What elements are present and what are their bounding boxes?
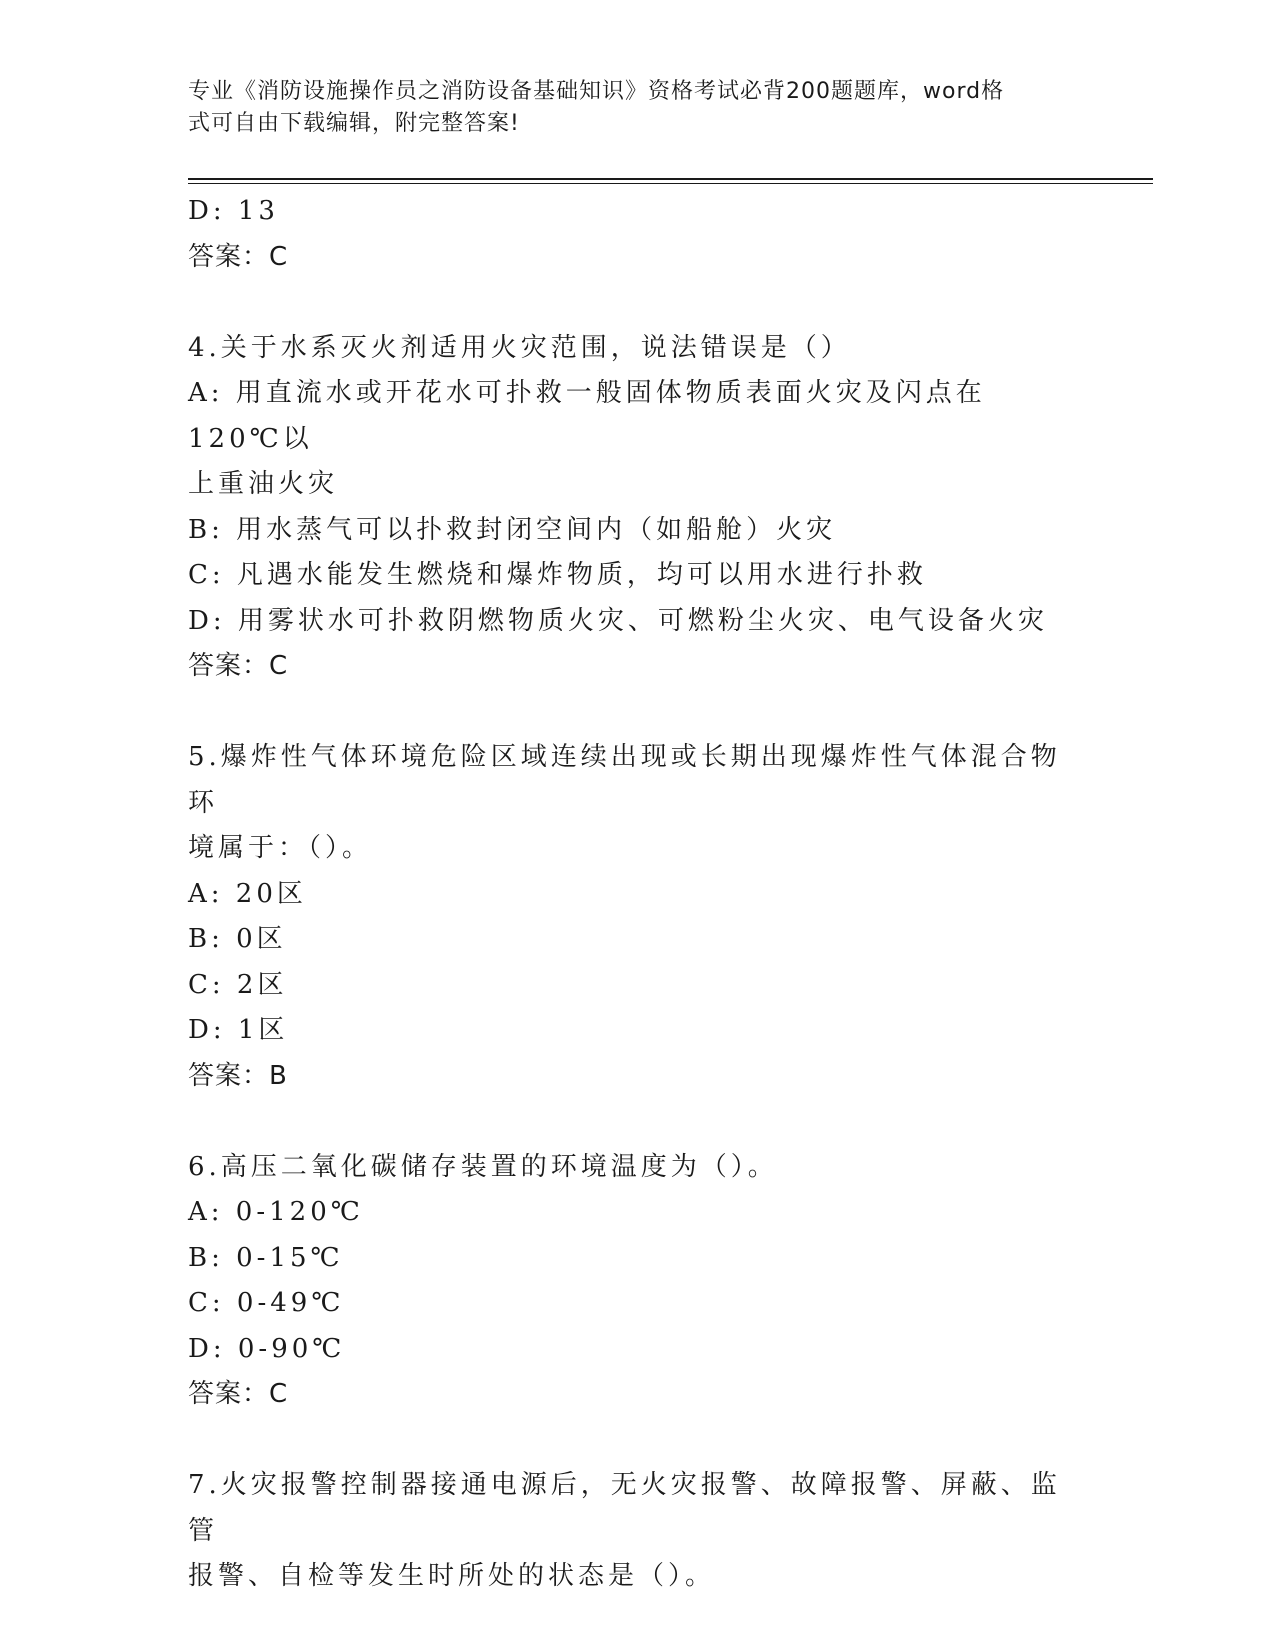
option-d: D: 1区	[188, 1015, 289, 1045]
option-a: A: 用直流水或开花水可扑救一般固体物质表面火灾及闪点在120℃以	[188, 378, 986, 454]
spacer	[188, 1099, 1068, 1145]
option-a: A: 20区	[188, 878, 307, 909]
answer-label: 答案：B	[188, 1060, 288, 1091]
question-6	[188, 1145, 1068, 1418]
answer-label: 答案：C	[188, 1379, 289, 1409]
spacer	[188, 690, 1068, 736]
option-d: D: 13	[188, 196, 279, 226]
option-a: A: 0-120℃	[188, 1197, 364, 1227]
question-text-continued: 境属于：（）。	[188, 833, 373, 863]
question-text-continued: 报警、自检等发生时所处的状态是（）。	[188, 1561, 716, 1591]
option-c: C: 0-49℃	[188, 1288, 345, 1318]
question-list	[188, 189, 1068, 1600]
option-b: B: 用水蒸气可以扑救封闭空间内（如船舱）火灾	[188, 514, 837, 545]
option-a-continued: 上重油火灾	[188, 469, 339, 499]
question-5	[188, 735, 1068, 1099]
page-header	[188, 76, 1068, 140]
question-text: 7.火灾报警控制器接通电源后，无火灾报警、故障报警、屏蔽、监管	[188, 1470, 1061, 1546]
answer-label: 答案：C	[188, 651, 289, 681]
option-c: C: 凡遇水能发生燃烧和爆炸物质，均可以用水进行扑救	[188, 560, 927, 590]
question-text: 6.高压二氧化碳储存装置的环境温度为（）。	[188, 1151, 778, 1182]
spacer	[188, 1418, 1068, 1464]
answer-label: 答案：C	[188, 241, 289, 272]
option-b: B: 0区	[188, 924, 287, 954]
header-line-1: 专业《消防设施操作员之消防设备基础知识》资格考试必背200题题库，word格	[188, 79, 1005, 104]
option-b: B: 0-15℃	[188, 1242, 344, 1273]
option-d: D: 0-90℃	[188, 1333, 346, 1364]
question-7	[188, 1463, 1068, 1600]
question-text: 4.关于水系灭火剂适用火灾范围，说法错误是（）	[188, 332, 851, 363]
question-4	[188, 326, 1068, 690]
spacer	[188, 280, 1068, 326]
option-d: D: 用雾状水可扑救阴燃物质火灾、可燃粉尘火灾、电气设备火灾	[188, 605, 1048, 636]
question-3-tail	[188, 189, 1068, 280]
header-line-2: 式可自由下载编辑，附完整答案!	[188, 111, 520, 136]
option-c: C: 2区	[188, 969, 288, 1000]
header-rule-thin	[188, 183, 1153, 184]
question-text: 5.爆炸性气体环境危险区域连续出现或长期出现爆炸性气体混合物环	[188, 742, 1061, 818]
header-rule-thick	[188, 178, 1153, 180]
